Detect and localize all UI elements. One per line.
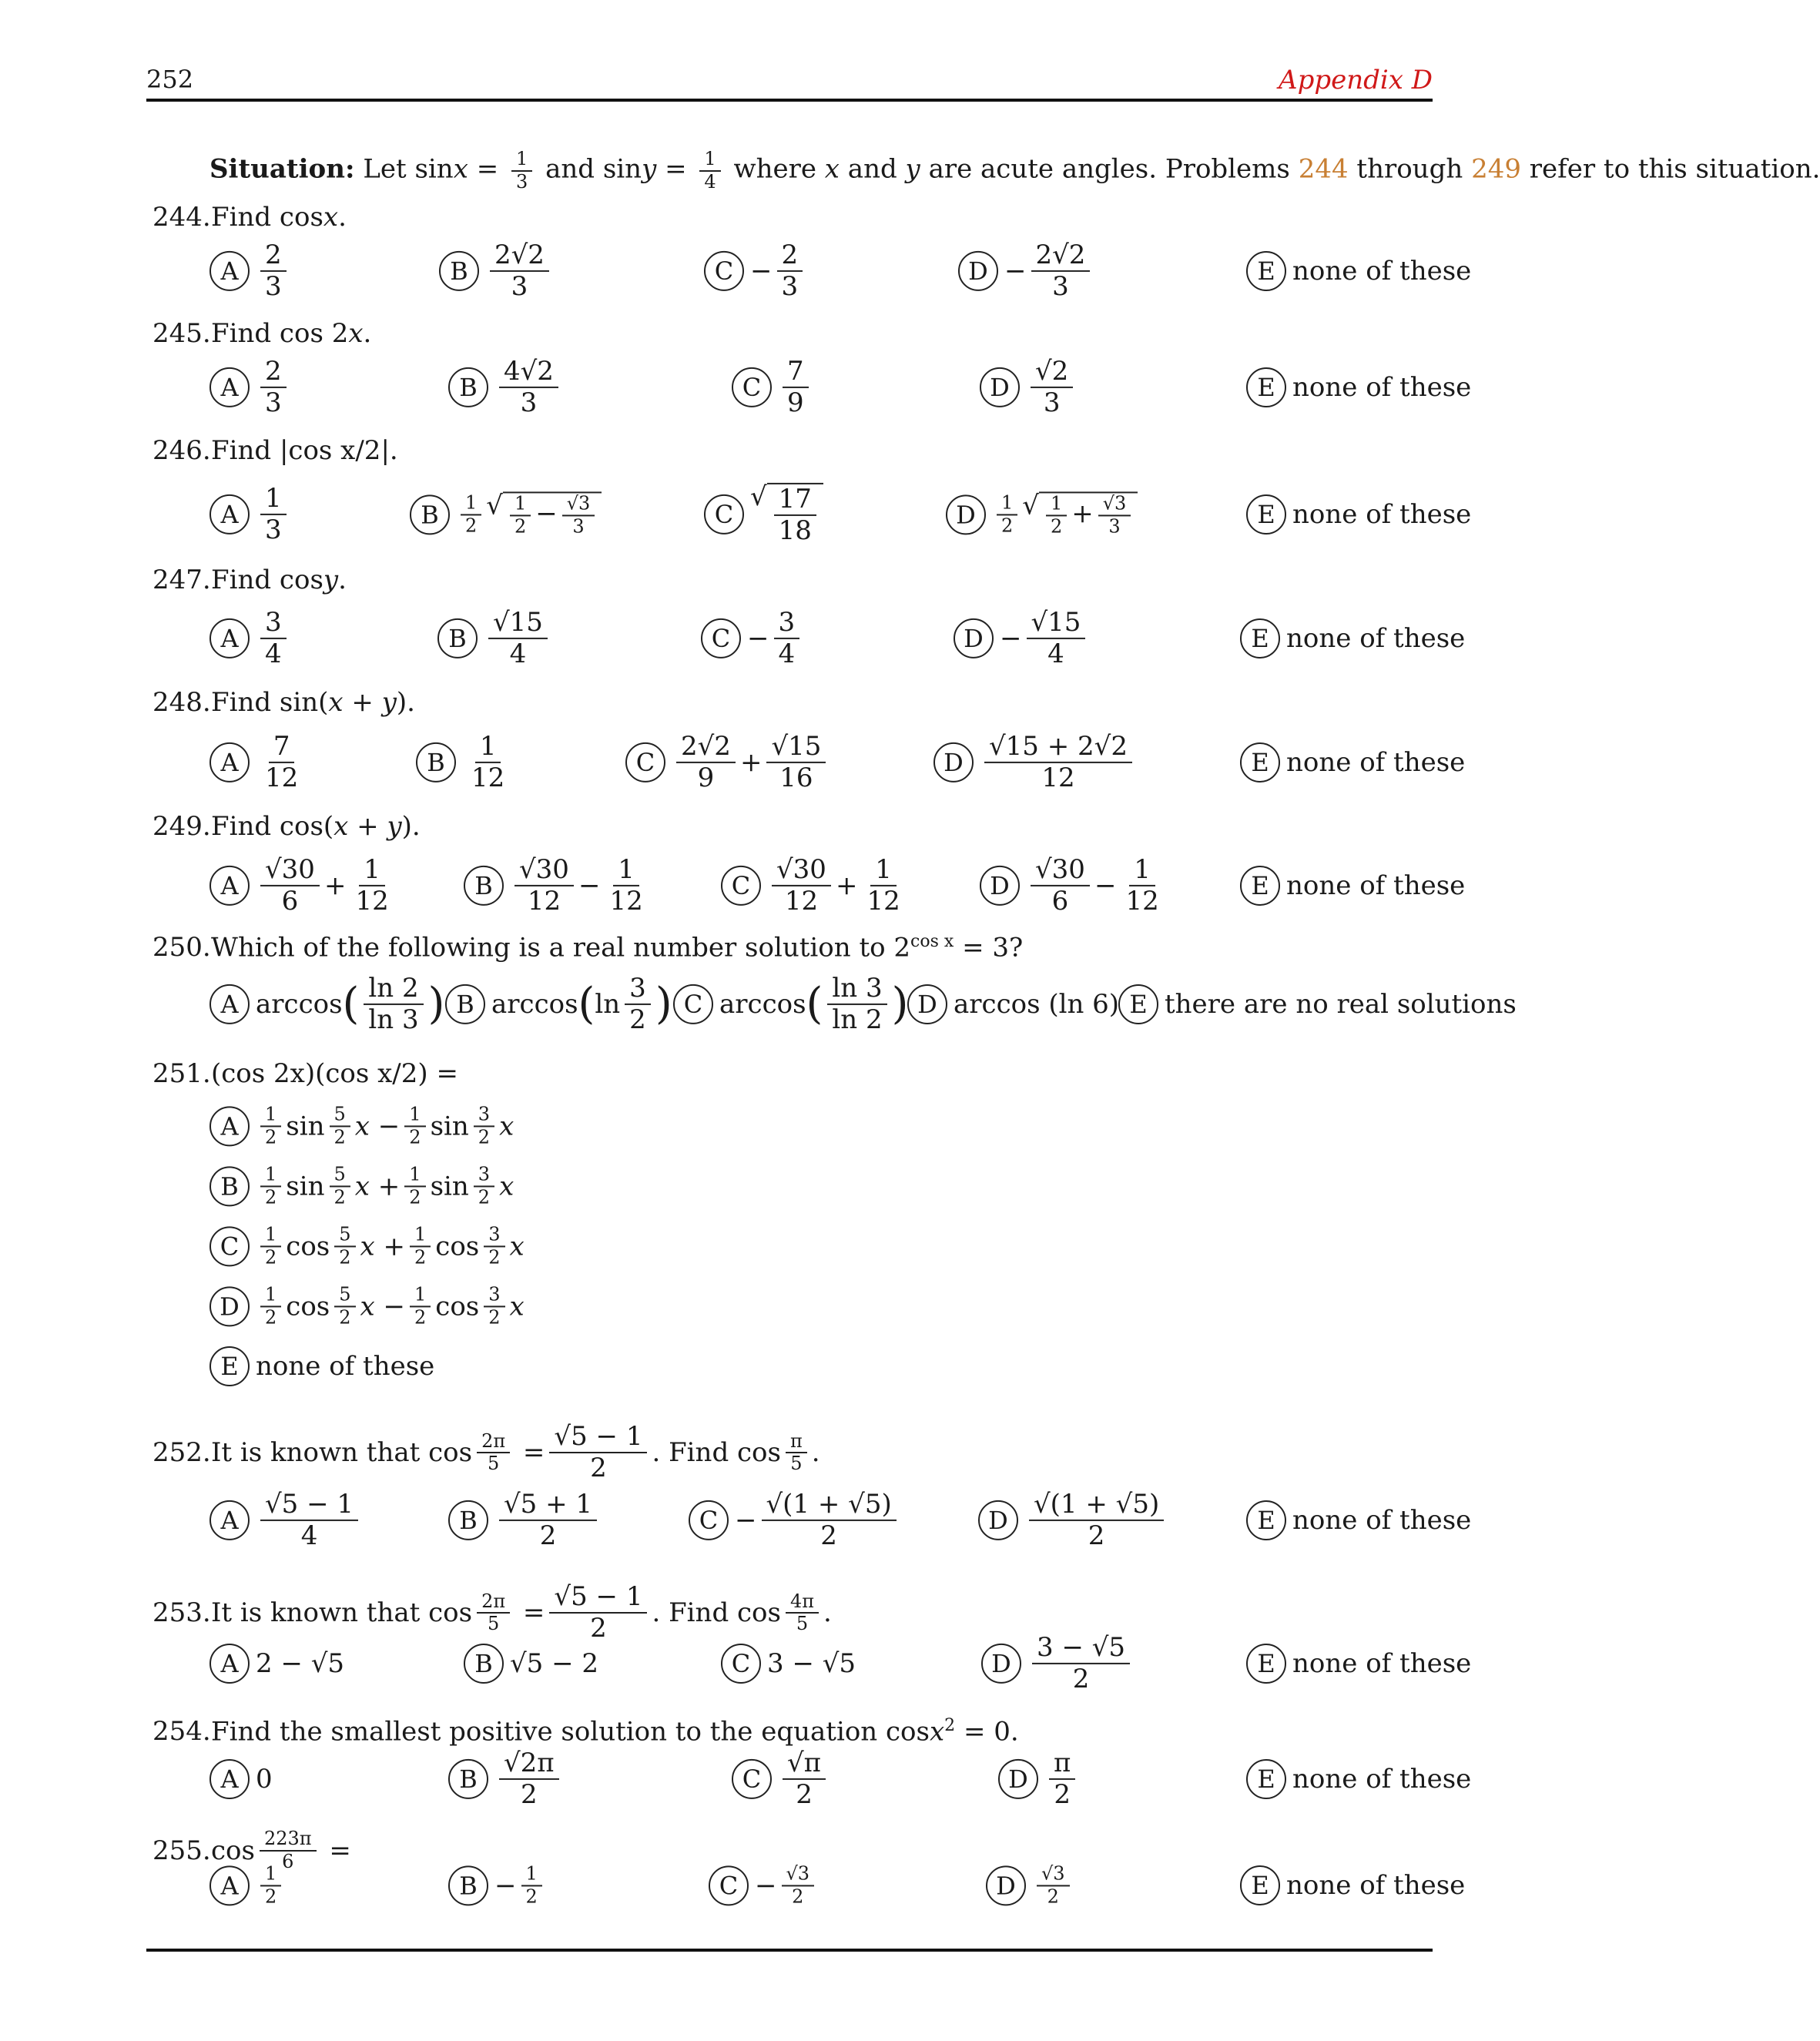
q246-option-b[interactable]: B $\frac{1}{2}$ √ $\frac{1}{2}$ − $\frac{√3}{3}$ xyxy=(410,491,602,537)
question-254: 254.Find the smallest positive solution to the equation cosx$^2$ = 0. xyxy=(153,1716,1019,1748)
q250-option-d[interactable]: D arccos (ln 6) xyxy=(907,984,1119,1024)
q253-option-e[interactable]: E none of these xyxy=(1246,1644,1471,1684)
q254-option-e[interactable]: E none of these xyxy=(1246,1759,1471,1799)
q248-option-b[interactable]: B $\frac{1}{12}$ xyxy=(416,732,514,793)
q247-option-e[interactable]: E none of these xyxy=(1240,618,1465,659)
question-251: 251.(cos 2x)(cos x/2) = xyxy=(153,1058,458,1089)
question-245: 245.Find cos 2x. xyxy=(153,318,372,349)
question-246: 246.Find |cos x/2|. xyxy=(153,435,398,466)
q247-option-a[interactable]: A $\frac{3}{4}$ xyxy=(209,608,291,669)
q248-option-a[interactable]: A $\frac{7}{12}$ xyxy=(209,732,307,793)
question-250: 250.Which of the following is a real number solution to $2^{cos x} = 3$? xyxy=(153,932,1024,964)
q255-option-c[interactable]: C − $\frac{√3}{2}$ xyxy=(709,1863,819,1907)
q250-option-a[interactable]: A arccos ( $\frac{\ln 2}{\ln 3}$ ) xyxy=(209,974,444,1035)
q252-option-d[interactable]: D $\frac{√(1 + √5)}{2}$ xyxy=(978,1490,1168,1551)
q254-option-a[interactable]: A 0 xyxy=(209,1759,273,1799)
situation-text: Situation: Let sinx = $\frac{1}{3}$ and siny = $\frac{1}{4}$ where x and y are acute angles. Problems 244 through 249 refer to this situation. xyxy=(209,148,1820,193)
q255-option-b[interactable]: B − $\frac{1}{2}$ xyxy=(448,1863,547,1907)
q255-option-d[interactable]: D $\frac{√3}{2}$ xyxy=(986,1863,1074,1907)
q249-option-d[interactable]: D $\frac{√30}{6}$ − $\frac{1}{12}$ xyxy=(980,855,1168,917)
q248-option-d[interactable]: D $\frac{√15 + 2√2}{12}$ xyxy=(933,732,1137,793)
q248-option-e[interactable]: E none of these xyxy=(1240,742,1465,783)
q244-option-b[interactable]: B $\frac{2√2}{3}$ xyxy=(439,240,554,302)
q253-option-a[interactable]: A 2 − √5 xyxy=(209,1644,344,1684)
q244-option-d[interactable]: D − $\frac{2√2}{3}$ xyxy=(958,240,1094,302)
q249-option-a[interactable]: A $\frac{√30}{6}$ + $\frac{1}{12}$ xyxy=(209,855,398,917)
q247-option-c[interactable]: C − $\frac{3}{4}$ xyxy=(701,608,804,669)
q255-option-a[interactable]: A $\frac{1}{2}$ xyxy=(209,1863,286,1907)
q252-option-e[interactable]: E none of these xyxy=(1246,1500,1471,1540)
question-249: 249.Find cos(x + y). xyxy=(153,811,421,842)
question-248: 248.Find sin(x + y). xyxy=(153,687,415,718)
q245-option-e[interactable]: E none of these xyxy=(1246,367,1471,407)
question-255: 255. cos $\frac{223\pi}{6}$ = xyxy=(153,1828,351,1872)
problem-link-249[interactable]: 249 xyxy=(1471,153,1521,185)
q245-option-a[interactable]: A $\frac{2}{3}$ xyxy=(209,357,291,418)
q251-option-b[interactable]: B $\frac{1}{2}$ sin $\frac{5}{2}$ x + $\frac{1}{2}$ sin $\frac{3}{2}$ x xyxy=(209,1164,514,1208)
q249-option-e[interactable]: E none of these xyxy=(1240,866,1465,906)
q250-option-b[interactable]: B arccos ( ln $\frac{3}{2}$ ) xyxy=(445,974,672,1035)
q247-option-b[interactable]: B $\frac{√15}{4}$ xyxy=(437,608,552,669)
question-253: 253. It is known that cos $\frac{2\pi}{5}$ = $\frac{√5 - 1}{2}$ . Find cos $\frac{4\pi}{5}$ . xyxy=(153,1581,832,1644)
q254-option-c[interactable]: C $\frac{√\pi}{2}$ xyxy=(732,1748,830,1810)
q252-option-a[interactable]: A $\frac{√5 - 1}{4}$ xyxy=(209,1490,363,1551)
q250-option-c[interactable]: C arccos ( $\frac{\ln 3}{\ln 2}$ ) xyxy=(673,974,908,1035)
q253-option-c[interactable]: C 3 − √5 xyxy=(721,1644,856,1684)
q247-option-d[interactable]: D − $\frac{√15}{4}$ xyxy=(954,608,1090,669)
q245-option-d[interactable]: D $\frac{√2}{3}$ xyxy=(980,357,1078,418)
q251-option-d[interactable]: D $\frac{1}{2}$ cos $\frac{5}{2}$ x − $\frac{1}{2}$ cos $\frac{3}{2}$ x xyxy=(209,1284,525,1328)
q246-option-e[interactable]: E none of these xyxy=(1246,494,1471,535)
q246-option-d[interactable]: D $\frac{1}{2}$ √ $\frac{1}{2}$ + $\frac{√3}{3}$ xyxy=(946,491,1138,537)
question-244: 244.Find cosx. xyxy=(153,202,347,233)
q251-option-a[interactable]: A $\frac{1}{2}$ sin $\frac{5}{2}$ x − $\frac{1}{2}$ sin $\frac{3}{2}$ x xyxy=(209,1104,514,1148)
q245-option-c[interactable]: C $\frac{7}{9}$ xyxy=(732,357,813,418)
q252-option-b[interactable]: B $\frac{√5 + 1}{2}$ xyxy=(448,1490,602,1551)
section-title: Appendix D xyxy=(1279,65,1433,96)
q244-option-e[interactable]: E none of these xyxy=(1246,251,1471,291)
q252-option-c[interactable]: C − $\frac{√(1 + √5)}{2}$ xyxy=(689,1490,901,1551)
q255-option-e[interactable]: E none of these xyxy=(1240,1865,1465,1905)
q246-option-a[interactable]: A $\frac{1}{3}$ xyxy=(209,484,291,545)
q246-option-c[interactable]: C √ $\frac{17}{18}$ xyxy=(704,483,823,546)
q244-option-c[interactable]: C − $\frac{2}{3}$ xyxy=(704,240,807,302)
q254-option-b[interactable]: B $\frac{√2\pi}{2}$ xyxy=(448,1748,564,1810)
q250-option-e[interactable]: E there are no real solutions xyxy=(1118,984,1517,1024)
q254-option-d[interactable]: D $\frac{\pi}{2}$ xyxy=(998,1748,1080,1810)
q245-option-b[interactable]: B $\frac{4√2}{3}$ xyxy=(448,357,563,418)
q248-option-c[interactable]: C $\frac{2√2}{9}$ + $\frac{√15}{16}$ xyxy=(625,732,830,793)
q251-option-c[interactable]: C $\frac{1}{2}$ cos $\frac{5}{2}$ x + $\frac{1}{2}$ cos $\frac{3}{2}$ x xyxy=(209,1224,525,1268)
q249-option-c[interactable]: C $\frac{√30}{12}$ + $\frac{1}{12}$ xyxy=(721,855,910,917)
footer-rule xyxy=(146,1949,1433,1952)
page-number: 252 xyxy=(146,65,194,94)
header-rule xyxy=(146,99,1433,102)
question-252: 252. It is known that cos $\frac{2\pi}{5}$ = $\frac{√5 - 1}{2}$ . Find cos $\frac{\pi}{5}$ . xyxy=(153,1421,820,1484)
q249-option-b[interactable]: B $\frac{√30}{12}$ − $\frac{1}{12}$ xyxy=(464,855,652,917)
q244-option-a[interactable]: A $\frac{2}{3}$ xyxy=(209,240,291,302)
question-247: 247.Find cosy. xyxy=(153,565,347,595)
q251-option-e[interactable]: E none of these xyxy=(209,1346,434,1386)
q253-option-d[interactable]: D $\frac{3 - √5}{2}$ xyxy=(981,1633,1135,1694)
q253-option-b[interactable]: B √5 − 2 xyxy=(464,1644,598,1684)
problem-link-244[interactable]: 244 xyxy=(1298,153,1349,185)
